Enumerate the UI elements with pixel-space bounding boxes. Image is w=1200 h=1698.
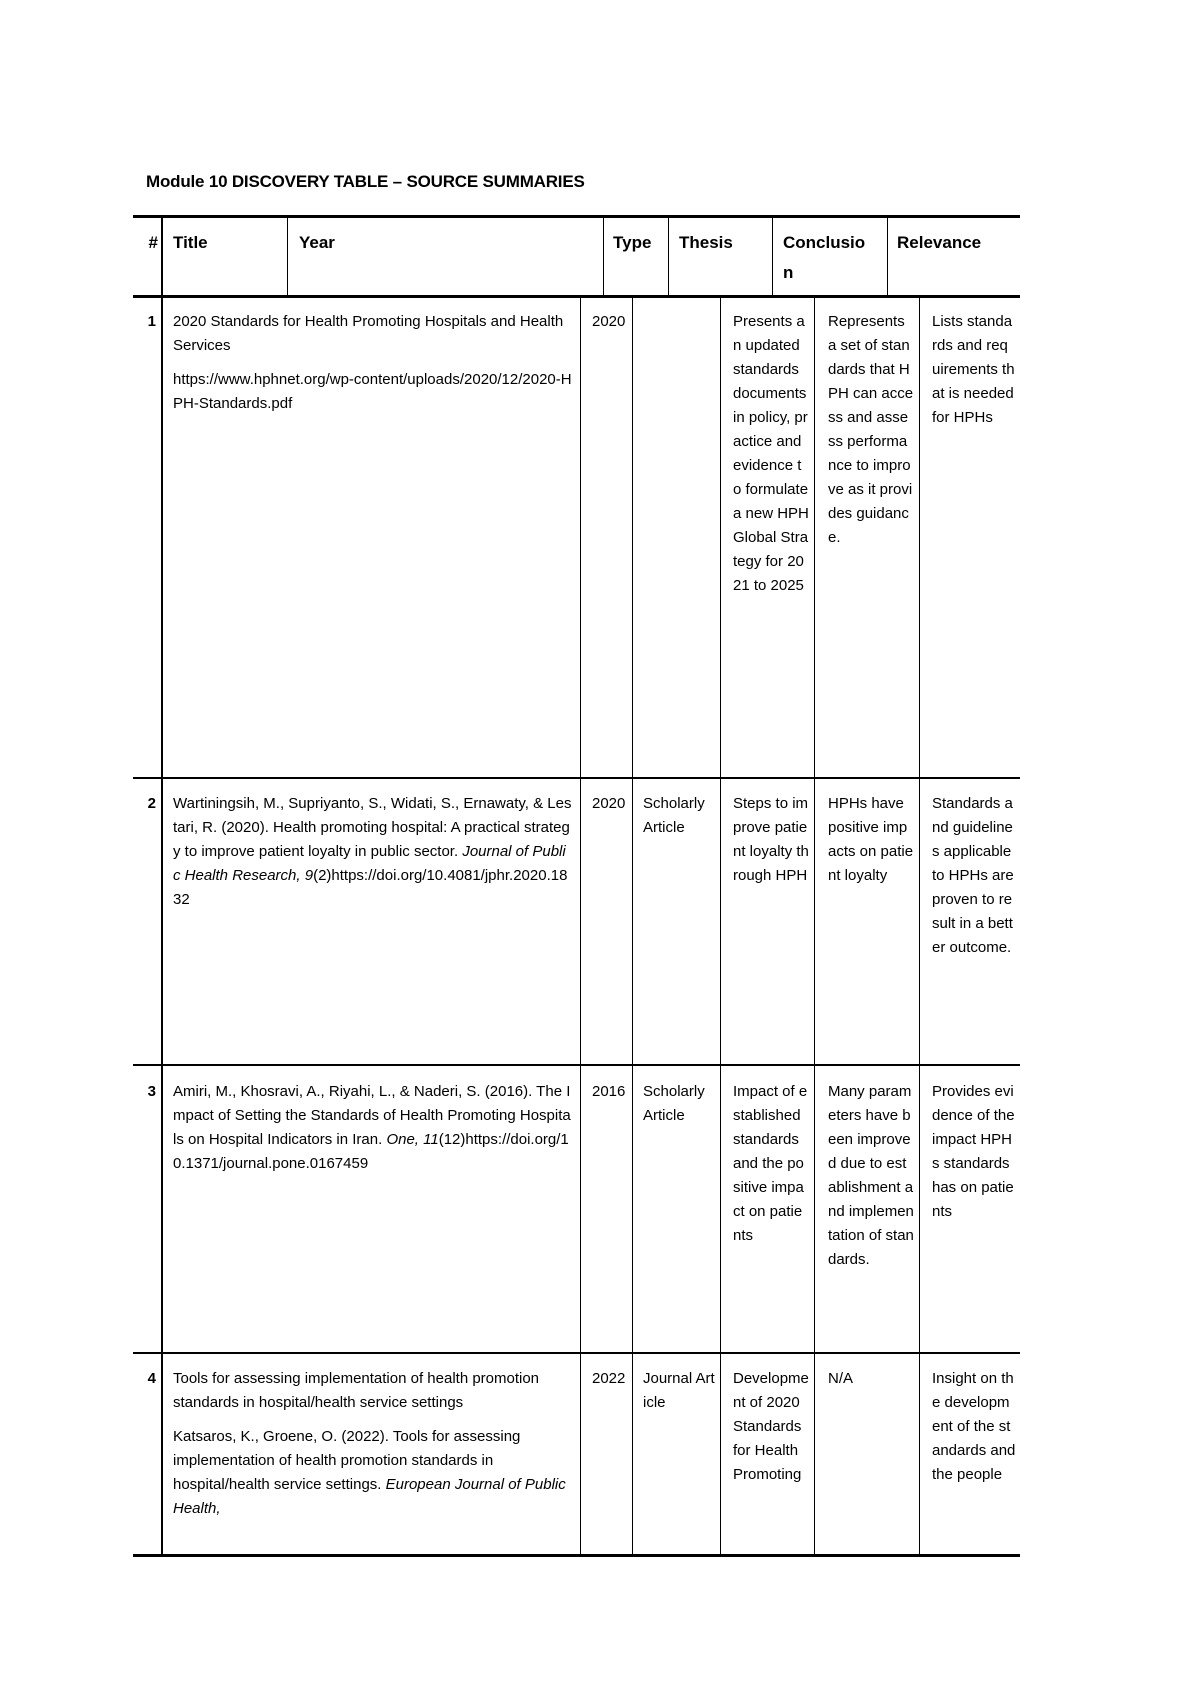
row-2-year: 2020 — [592, 795, 626, 812]
citation-text: Katsaros, K., Groene, O. (2022). Tools for assessing implementation of health promotion standards in hospital/health service settings. — [173, 1428, 521, 1493]
citation-text: Wartiningsih, M., Supriyanto, S., Widati, S., Ernawaty, & Lestari, R. (2020). Health promoting hospital: A practical strategy to improve patient loyalty in public sector. — [173, 795, 572, 860]
citation-doi-link[interactable]: (12)https://doi.org/10.1371/journal.pone.0167459 — [173, 1131, 569, 1172]
row-4-conclusion: N/A — [828, 1370, 854, 1387]
page-title: Module 10 DISCOVERY TABLE – SOURCE SUMMARIES — [146, 172, 585, 191]
citation-text: Amiri, M., Khosravi, A., Riyahi, L., & Naderi, S. (2016). The Impact of Setting the Standards of Health Promoting Hospitals on Hospital Indicators in Iran. — [173, 1083, 571, 1148]
header-type: Type — [613, 233, 652, 252]
header-divider — [668, 217, 669, 297]
header-title: Title — [173, 233, 208, 252]
row-2-title — [173, 792, 573, 912]
source-title: 2020 Standards for Health Promoting Hospitals and Health Services — [173, 313, 564, 354]
source-url-link[interactable]: https://www.hphnet.org/wp-content/uploads/2020/12/2020-HPH-Standards.pdf — [173, 371, 572, 412]
row-number: 3 — [147, 1083, 156, 1100]
journal-name: European Journal of Public Health, — [173, 1476, 566, 1517]
journal-name: One, 11 — [386, 1131, 439, 1148]
row-3-year: 2016 — [592, 1083, 626, 1100]
header-divider — [772, 217, 773, 297]
row-3-thesis: Impact of established standards and the positive impact on patients — [733, 1083, 808, 1244]
row-4-type: Journal Article — [643, 1370, 715, 1411]
row-3-conclusion: Many parameters have been improved due to establishment and implementation of standards. — [828, 1083, 914, 1268]
row-1-title — [173, 310, 573, 416]
row-2-relevance: Standards and guidelines applicable to HPHs are proven to result in a better outcome. — [932, 795, 1014, 956]
row-1-conclusion: Represents a set of standards that HPH can access and assess performance to improve as it provides guidance. — [828, 313, 914, 546]
row-1-thesis: Presents an updated standards documents in policy, practice and evidence to formulate a new HPH Global Strategy for 2021 to 2025 — [733, 313, 809, 594]
body-divider — [814, 297, 815, 1555]
row-2-thesis: Steps to improve patient loyalty through HPH — [733, 795, 809, 884]
row-4-title — [173, 1367, 573, 1521]
row-2-bottom-border — [133, 1064, 1020, 1066]
header-year: Year — [299, 233, 335, 252]
header-divider — [603, 217, 604, 297]
body-divider — [161, 297, 163, 1555]
header-divider — [287, 217, 288, 297]
row-1-year: 2020 — [592, 313, 626, 330]
row-number: 1 — [147, 313, 156, 330]
row-number: 4 — [147, 1370, 156, 1387]
row-4-thesis: Development of 2020 Standards for Health Promoting — [733, 1370, 809, 1483]
body-divider — [632, 297, 633, 1555]
table-bottom-border — [133, 1554, 1020, 1557]
row-1-relevance: Lists standards and requirements that is needed for HPHs — [932, 313, 1015, 426]
body-divider — [580, 297, 581, 1555]
row-2-type: Scholarly Article — [643, 795, 705, 836]
citation-doi-link[interactable]: (2)https://doi.org/10.4081/jphr.2020.1832 — [173, 867, 568, 908]
row-3-relevance: Provides evidence of the impact HPHs standards has on patients — [932, 1083, 1015, 1220]
row-number: 2 — [147, 795, 156, 812]
source-title: Tools for assessing implementation of health promotion standards in hospital/health service settings — [173, 1370, 540, 1411]
body-divider — [720, 297, 721, 1555]
header-num: # — [148, 233, 158, 252]
row-4-year: 2022 — [592, 1370, 626, 1387]
body-divider — [919, 297, 920, 1555]
row-4-relevance: Insight on the development of the standards and the people — [932, 1370, 1016, 1483]
header-conclusion: Conclusio n — [783, 233, 866, 282]
row-3-type: Scholarly Article — [643, 1083, 705, 1124]
row-1-bottom-border — [133, 777, 1020, 779]
row-3-title — [173, 1080, 573, 1176]
header-divider — [887, 217, 888, 297]
journal-name: Journal of Public Health Research, 9 — [173, 843, 566, 884]
header-relevance: Relevance — [897, 233, 982, 252]
header-divider — [161, 217, 163, 297]
header-thesis: Thesis — [679, 233, 733, 252]
row-3-bottom-border — [133, 1352, 1020, 1354]
row-2-conclusion: HPHs have positive impacts on patient loyalty — [828, 795, 914, 884]
